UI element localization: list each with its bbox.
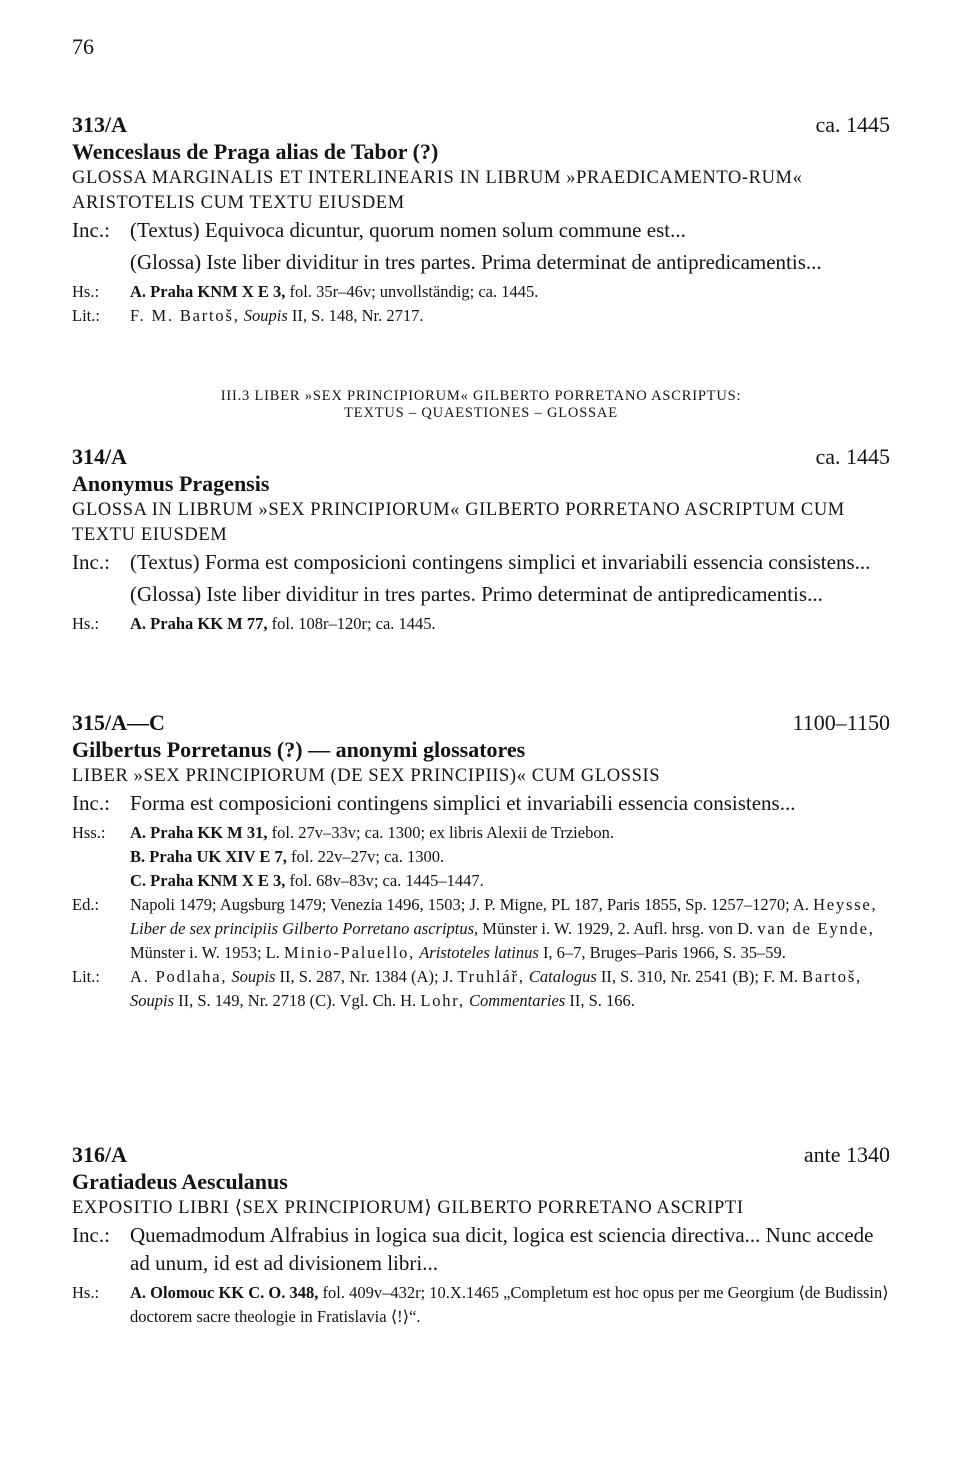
entry-id: 313/A bbox=[72, 112, 127, 137]
literature-work: Catalogus bbox=[528, 967, 597, 986]
entry-date: ca. 1445 bbox=[815, 444, 890, 469]
edition-author: Minio-Paluello, bbox=[284, 943, 416, 962]
edition-author: Heysse, bbox=[813, 895, 878, 914]
manuscript-details: fol. 68v–83v; ca. 1445–1447. bbox=[289, 871, 484, 890]
entry-author: Gilbertus Porretanus (?) — anonymi glossatores bbox=[72, 737, 526, 762]
entry-id: 314/A bbox=[72, 444, 127, 469]
manuscript-label: Hs.: bbox=[72, 1283, 100, 1302]
entry-id: 316/A bbox=[72, 1142, 127, 1167]
edition-work: Liber de sex principiis Gilberto Porretano ascriptus, bbox=[130, 919, 479, 938]
manuscript-details: fol. 27v–33v; ca. 1300; ex libris Alexii de Trziebon. bbox=[271, 823, 614, 842]
literature-work: Soupis bbox=[130, 991, 175, 1010]
literature-label: Lit.: bbox=[72, 967, 100, 986]
section-heading bbox=[72, 388, 890, 422]
manuscript-details: fol. 22v–27v; ca. 1300. bbox=[291, 847, 445, 866]
editions bbox=[72, 893, 890, 965]
incipit-text: (Textus) Forma est composicioni contingens simplici et invariabili essencia consistens... bbox=[130, 550, 871, 574]
entry-author: Anonymus Pragensis bbox=[72, 471, 270, 496]
incipit-text: Quemadmodum Alfrabius in logica sua dicit, logica est sciencia directiva... Nunc accede ad unum, id est ad divisionem libri... bbox=[130, 1223, 874, 1275]
incipit bbox=[72, 789, 890, 821]
entry-date: ca. 1445 bbox=[815, 112, 890, 137]
incipit-label: Inc.: bbox=[72, 550, 110, 574]
manuscript-details: fol. 35r–46v; unvollständig; ca. 1445. bbox=[289, 282, 539, 301]
incipit-label: Inc.: bbox=[72, 1223, 110, 1247]
literature-work: Soupis bbox=[231, 967, 276, 986]
manuscript bbox=[72, 1281, 890, 1329]
literature bbox=[72, 304, 890, 328]
entry-316 bbox=[72, 1142, 890, 1329]
entry-date: 1100–1150 bbox=[792, 710, 890, 735]
incipit-label: Inc.: bbox=[72, 791, 110, 815]
manuscript-signature: A. Praha KK M 77, bbox=[130, 614, 268, 633]
edition-text: I, 6–7, Bruges–Paris 1966, S. 35–59. bbox=[542, 943, 786, 962]
entry-date: ante 1340 bbox=[803, 1142, 890, 1167]
manuscripts bbox=[72, 821, 890, 893]
entry-author: Wenceslaus de Praga alias de Tabor (?) bbox=[72, 139, 439, 164]
literature-work: Soupis bbox=[243, 306, 288, 325]
incipit bbox=[72, 216, 890, 280]
incipit-label: Inc.: bbox=[72, 218, 110, 242]
entry-header bbox=[72, 112, 890, 138]
literature-author: Lohr, bbox=[420, 991, 465, 1010]
entry-id: 315/A—C bbox=[72, 710, 165, 735]
incipit-text: (Textus) Equivoca dicuntur, quorum nomen solum commune est... bbox=[130, 218, 686, 242]
manuscript bbox=[72, 280, 890, 304]
literature-work: Commentaries bbox=[468, 991, 566, 1010]
manuscript-signature: B. Praha UK XIV E 7, bbox=[130, 847, 287, 866]
literature-author: A. Podlaha, bbox=[130, 967, 228, 986]
entry-314 bbox=[72, 444, 890, 636]
literature-label: Lit.: bbox=[72, 306, 100, 325]
manuscript-details: fol. 108r–120r; ca. 1445. bbox=[271, 614, 436, 633]
entry-315 bbox=[72, 710, 890, 1013]
entry-title: LIBER »SEX PRINCIPIORUM (DE SEX PRINCIPIIS)« CUM GLOSSIS bbox=[72, 766, 661, 786]
entry-header bbox=[72, 710, 890, 736]
literature-details: II, S. 148, Nr. 2717. bbox=[291, 306, 424, 325]
section-heading-line2: TEXTUS – QUAESTIONES – GLOSSAE bbox=[344, 405, 618, 421]
literature-details: II, S. 149, Nr. 2718 (C). Vgl. Ch. H. bbox=[178, 991, 417, 1010]
entry-313 bbox=[72, 112, 890, 328]
entry-title: GLOSSA IN LIBRUM »SEX PRINCIPIORUM« GILBERTO PORRETANO ASCRIPTUM CUM TEXTU EIUSDEM bbox=[72, 500, 845, 545]
manuscript-signature: A. Olomouc KK C. O. 348, bbox=[130, 1283, 319, 1302]
incipit bbox=[72, 1221, 890, 1281]
page-number: 76 bbox=[72, 34, 94, 59]
incipit-text: Forma est composicioni contingens simplici et invariabili essencia consistens... bbox=[130, 791, 796, 815]
manuscript bbox=[72, 612, 890, 636]
literature-details: II, S. 310, Nr. 2541 (B); F. M. bbox=[600, 967, 799, 986]
incipit-glossa: (Glossa) Iste liber dividitur in tres partes. Prima determinat de antipredicamentis... bbox=[130, 250, 822, 274]
literature-author: Truhlář, bbox=[457, 967, 525, 986]
incipit-glossa: (Glossa) Iste liber dividitur in tres partes. Primo determinat de antipredicamentis... bbox=[130, 582, 823, 606]
manuscript-signature: C. Praha KNM X E 3, bbox=[130, 871, 286, 890]
incipit bbox=[72, 548, 890, 612]
literature-author: Bartoš, bbox=[802, 967, 862, 986]
literature bbox=[72, 965, 890, 1013]
manuscript-details: fol. 409v–432r; 10.X.1465 „Completum est hoc opus per me Georgium ⟨de Budissin⟩ doctorem sacre theologie in Fratislavia ⟨!⟩“. bbox=[130, 1283, 889, 1326]
edition-text: Münster i. W. 1929, 2. Aufl. hrsg. von D. bbox=[482, 919, 754, 938]
entry-author: Gratiadeus Aesculanus bbox=[72, 1169, 288, 1194]
literature-details: II, S. 166. bbox=[569, 991, 635, 1010]
edition-text: Münster i. W. 1953; L. bbox=[130, 943, 280, 962]
manuscript-signature: A. Praha KK M 31, bbox=[130, 823, 268, 842]
manuscript-signature: A. Praha KNM X E 3, bbox=[130, 282, 286, 301]
edition-text: Napoli 1479; Augsburg 1479; Venezia 1496, 1503; J. P. Migne, PL 187, Paris 1855, Sp. 1257–1270; A. bbox=[130, 895, 809, 914]
editions-label: Ed.: bbox=[72, 895, 100, 914]
entry-header bbox=[72, 1142, 890, 1168]
entry-title: GLOSSA MARGINALIS ET INTERLINEARIS IN LIBRUM »PRAEDICAMENTO-RUM« ARISTOTELIS CUM TEXTU EIUSDEM bbox=[72, 168, 803, 213]
manuscript-label: Hs.: bbox=[72, 282, 100, 301]
edition-author: van de Eynde, bbox=[757, 919, 875, 938]
entry-title: EXPOSITIO LIBRI ⟨SEX PRINCIPIORUM⟩ GILBERTO PORRETANO ASCRIPTI bbox=[72, 1198, 744, 1218]
manuscripts-label: Hss.: bbox=[72, 823, 106, 842]
literature-details: II, S. 287, Nr. 1384 (A); J. bbox=[279, 967, 454, 986]
literature-author: F. M. Bartoš, bbox=[130, 306, 240, 325]
manuscript-label: Hs.: bbox=[72, 614, 100, 633]
entry-header bbox=[72, 444, 890, 470]
edition-work: Aristoteles latinus bbox=[419, 943, 539, 962]
section-heading-line1: III.3 LIBER »SEX PRINCIPIORUM« GILBERTO PORRETANO ASCRIPTUS: bbox=[220, 388, 742, 404]
